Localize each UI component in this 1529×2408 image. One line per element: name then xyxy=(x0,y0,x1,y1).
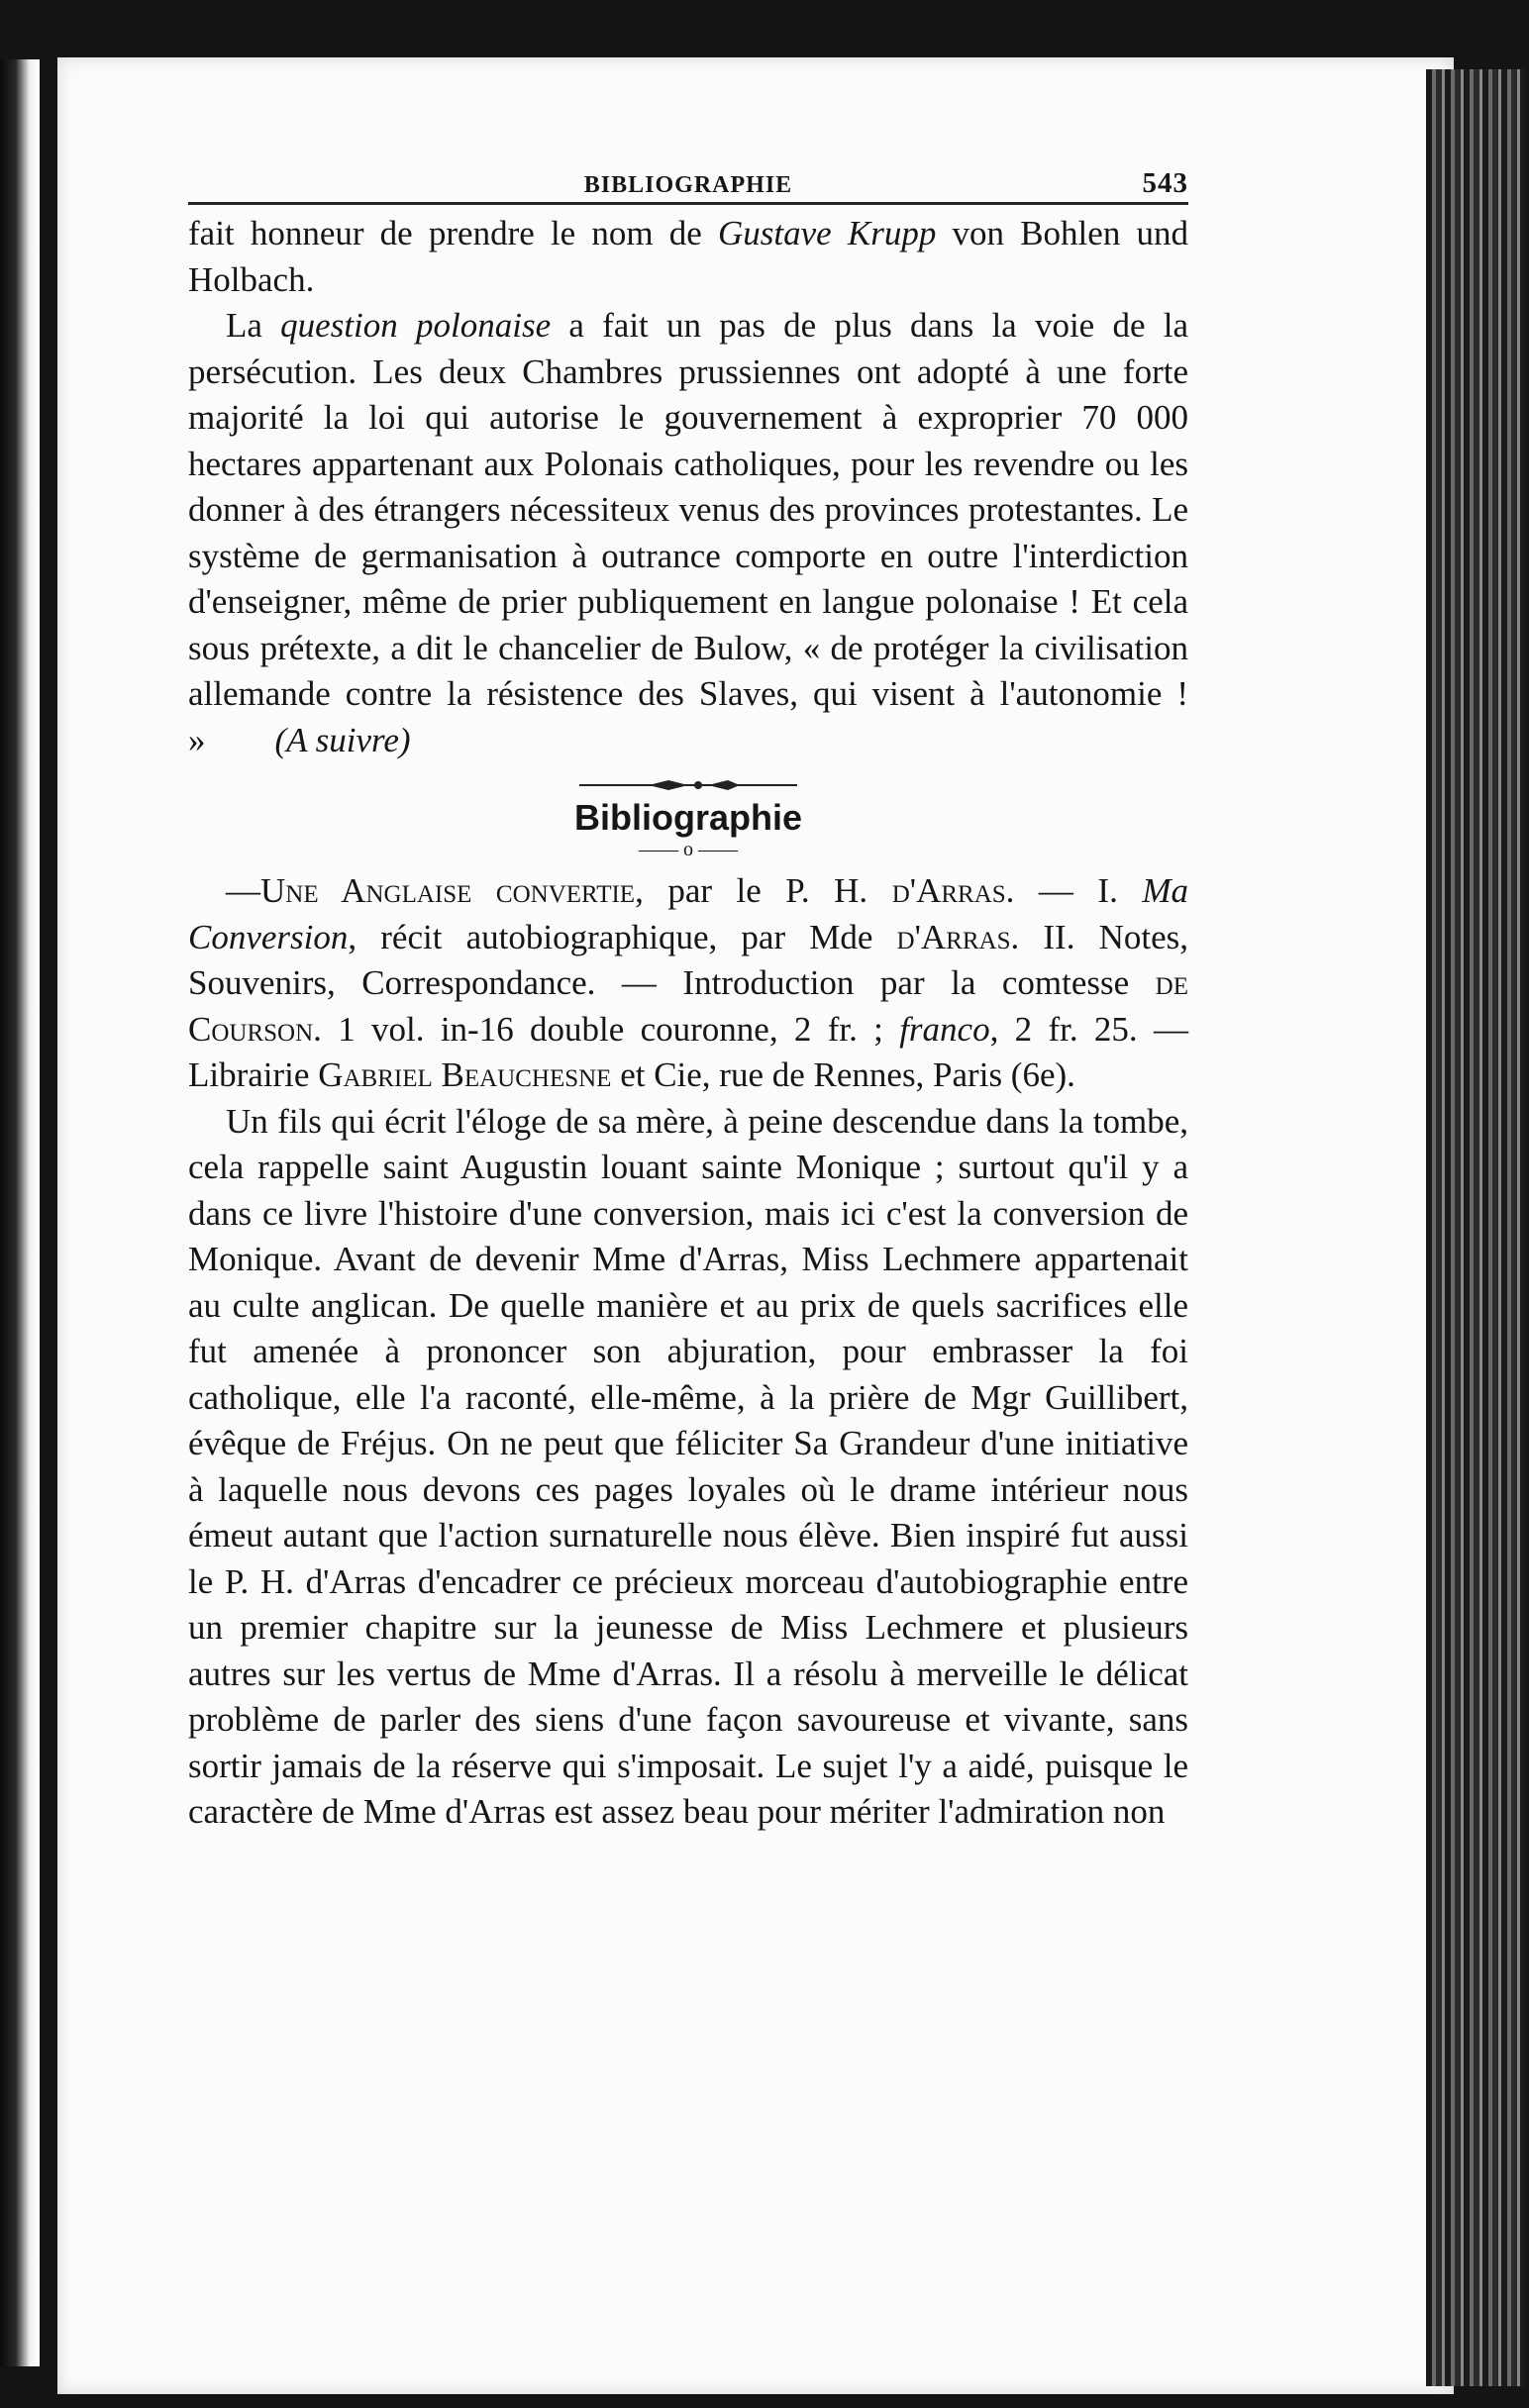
bibliographic-entry xyxy=(188,868,1188,1099)
review-paragraph: Un fils qui écrit l'éloge de sa mère, à peine descendue dans la tombe, cela rappelle saint Augustin louant sainte Monique ; surtout qu'il y a dans ce livre l'histoire d'une conversion, mais ici c'est la conversion de Monique. Avant de devenir Mme d'Arras, Miss Lechmere appartenait au culte anglican. De quelle manière et au prix de quels sacrifices elle fut amenée à prononcer son abjuration, pour embrasser la foi catholique, elle l'a raconté, elle-même, à la prière de Mgr Guillibert, évêque de Fréjus. On ne peut que féliciter Sa Grandeur d'une initiative à laquelle nous devons ces pages loyales où le drame intérieur nous émeut autant que l'action surnaturelle nous élève. Bien inspiré fut aussi le P. H. d'Arras d'encadrer ce précieux morceau d'autobiographie entre un premier chapitre sur la jeunesse de Miss Lechmere et plusieurs autres sur les vertus de Mme d'Arras. Il a résolu à merveille le délicat problème de parler des siens d'une façon savoureuse et vivante, sans sortir jamais de la réserve qui s'imposait. Le sujet l'y a aidé, puisque le caractère de Mme d'Arras est assez beau pour mériter l'admiration non xyxy=(188,1101,1188,1831)
small-separator: —— o —— xyxy=(639,839,738,860)
running-title: BIBLIOGRAPHIE xyxy=(583,172,793,198)
text-run-italic: franco xyxy=(899,1009,990,1049)
paragraph-krupp xyxy=(188,211,1188,303)
text-run: . II. Notes, Souvenirs, Correspondance. — Introduction par la comtesse xyxy=(188,917,1188,1002)
text-run: . — I. xyxy=(1005,871,1143,910)
text-run: a fait un pas de plus dans la voie de la persécution. Les deux Chambres prussiennes ont adopté à une forte majorité la loi qui autorise le gouvernement à exproprier 70 000 hectares appartenant aux Polonais catholiques, pour les revendre ou les donner à des étrangers nécessiteux venus des provinces protestantes. Le système de germanisation à outrance comporte en outre l'interdiction d'enseigner, même de prier publiquement en langue polonaise ! Et cela sous prétexte, a dit le chancelier de Bulow, « de protéger la civilisation allemande contre la résistence des Slaves, qui visent à l'autonomie ! » xyxy=(188,306,1188,759)
page-content xyxy=(188,158,1188,1836)
text-run: , par le P. H. xyxy=(635,871,892,910)
text-run: . 1 vol. in-16 double couronne, 2 fr. ; xyxy=(313,1009,900,1049)
text-run: von Bohlen und Holbach. xyxy=(188,214,1188,299)
text-run-italic: question polonaise xyxy=(280,306,552,345)
page-number: 543 xyxy=(1142,167,1188,199)
to-be-continued: (A suivre) xyxy=(274,720,411,759)
text-run-italic: Ma Conversion xyxy=(188,871,1189,956)
text-run: La xyxy=(226,306,281,345)
facing-page-edge xyxy=(0,59,40,2366)
text-run-smallcaps: Gabriel Beauchesne xyxy=(318,1055,612,1094)
text-run-italic: Gustave Krupp xyxy=(718,214,937,252)
text-run: fait honneur de prendre le nom de xyxy=(188,214,719,252)
text-run-smallcaps: d'Arras xyxy=(891,871,1006,910)
text-run-smallcaps: de Courson xyxy=(188,963,1188,1049)
section-title: Bibliographie xyxy=(573,797,802,838)
text-run: et Cie, rue de Rennes, Paris (6e). xyxy=(611,1055,1075,1094)
text-run-smallcaps: —Une Anglaise convertie xyxy=(226,871,636,910)
book-page-edges xyxy=(1426,69,1525,2386)
ornamental-rule xyxy=(579,777,797,793)
text-run-smallcaps: d'Arras xyxy=(896,917,1011,956)
text-run: , récit autobiographique, par Mde xyxy=(348,917,897,956)
running-header xyxy=(188,158,1188,205)
text-run: , 2 fr. 25. — Librairie xyxy=(188,1009,1188,1094)
paragraph-question-polonaise xyxy=(188,303,1188,763)
